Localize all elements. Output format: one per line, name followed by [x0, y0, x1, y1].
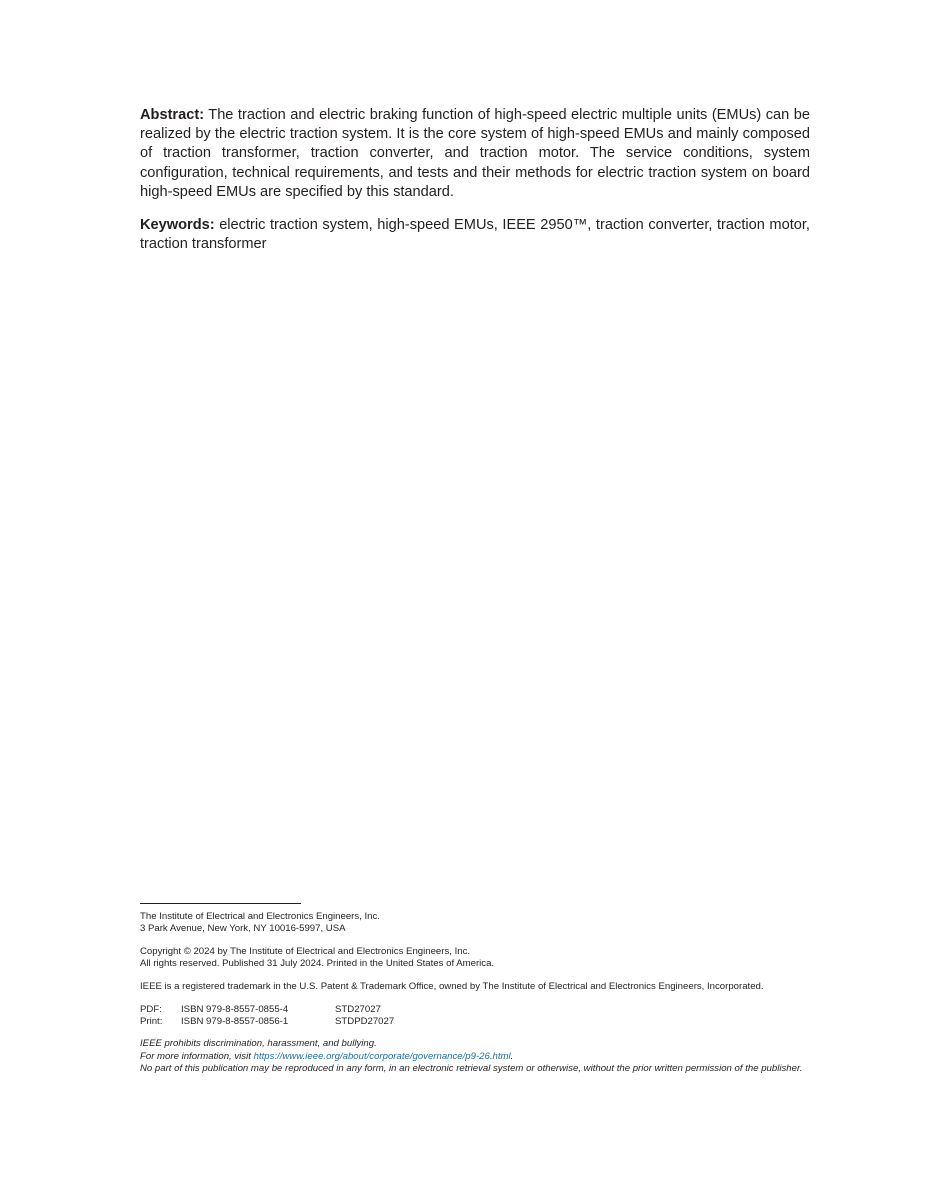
abstract-label: Abstract:	[140, 107, 205, 123]
copyright-footer	[140, 903, 812, 1086]
trademark-line: IEEE is a registered trademark in the U.S. Patent & Trademark Office, owned by The Institute of Electrical and Electronics Engineers, Incorporated.	[140, 980, 764, 992]
isbn-row-print	[140, 1016, 812, 1028]
reproduction-notice: No part of this publication may be reproduced in any form, in an electronic retrieval system or otherwise, without the prior written permission of the publisher.	[140, 1062, 803, 1074]
publisher-block	[140, 911, 812, 935]
rights-line: All rights reserved. Published 31 July 2024. Printed in the United States of America.	[140, 958, 495, 970]
policy-line: IEEE prohibits discrimination, harassment, and bullying.	[140, 1038, 377, 1050]
trademark-block	[140, 981, 812, 993]
more-info-prefix: For more information, visit	[140, 1050, 254, 1062]
isbn-block	[140, 1004, 812, 1028]
document-body	[140, 106, 810, 254]
abstract-paragraph	[140, 106, 810, 202]
copyright-line: Copyright © 2024 by The Institute of Electrical and Electronics Engineers, Inc.	[140, 945, 471, 957]
more-info-suffix: .	[510, 1050, 514, 1062]
policy-block	[140, 1038, 812, 1075]
publisher-address: 3 Park Avenue, New York, NY 10016-5997, USA	[140, 923, 346, 935]
publisher-name: The Institute of Electrical and Electronics Engineers, Inc.	[140, 911, 380, 922]
isbn-row-pdf	[140, 1004, 812, 1016]
product-code: STD27027	[335, 1003, 381, 1015]
more-info-line	[140, 1051, 812, 1063]
isbn-number: ISBN 979-8-8557-0855-4	[181, 1003, 289, 1015]
product-code: STDPD27027	[335, 1015, 395, 1027]
copyright-block	[140, 946, 812, 970]
governance-link[interactable]: https://www.ieee.org/about/corporate/governance/p9-26.html	[253, 1050, 511, 1062]
abstract-text: The traction and electric braking function of high-speed electric multiple units (EMUs) can be realized by the electric traction system. It is the core system of high-speed EMUs and mainly composed of traction transformer, traction converter, and traction motor. The service conditions, system configuration, technical requirements, and tests and their methods for electric traction system on board high-speed EMUs are specified by this standard.	[140, 107, 810, 200]
keywords-text: electric traction system, high-speed EMUs, IEEE 2950™, traction converter, traction motor, traction transformer	[140, 217, 810, 253]
isbn-format-label: PDF:	[140, 1003, 162, 1015]
isbn-number: ISBN 979-8-8557-0856-1	[181, 1015, 289, 1027]
keywords-label: Keywords:	[140, 217, 215, 234]
keywords-paragraph	[140, 216, 810, 254]
footer-divider	[140, 903, 301, 904]
isbn-format-label: Print:	[140, 1015, 163, 1027]
